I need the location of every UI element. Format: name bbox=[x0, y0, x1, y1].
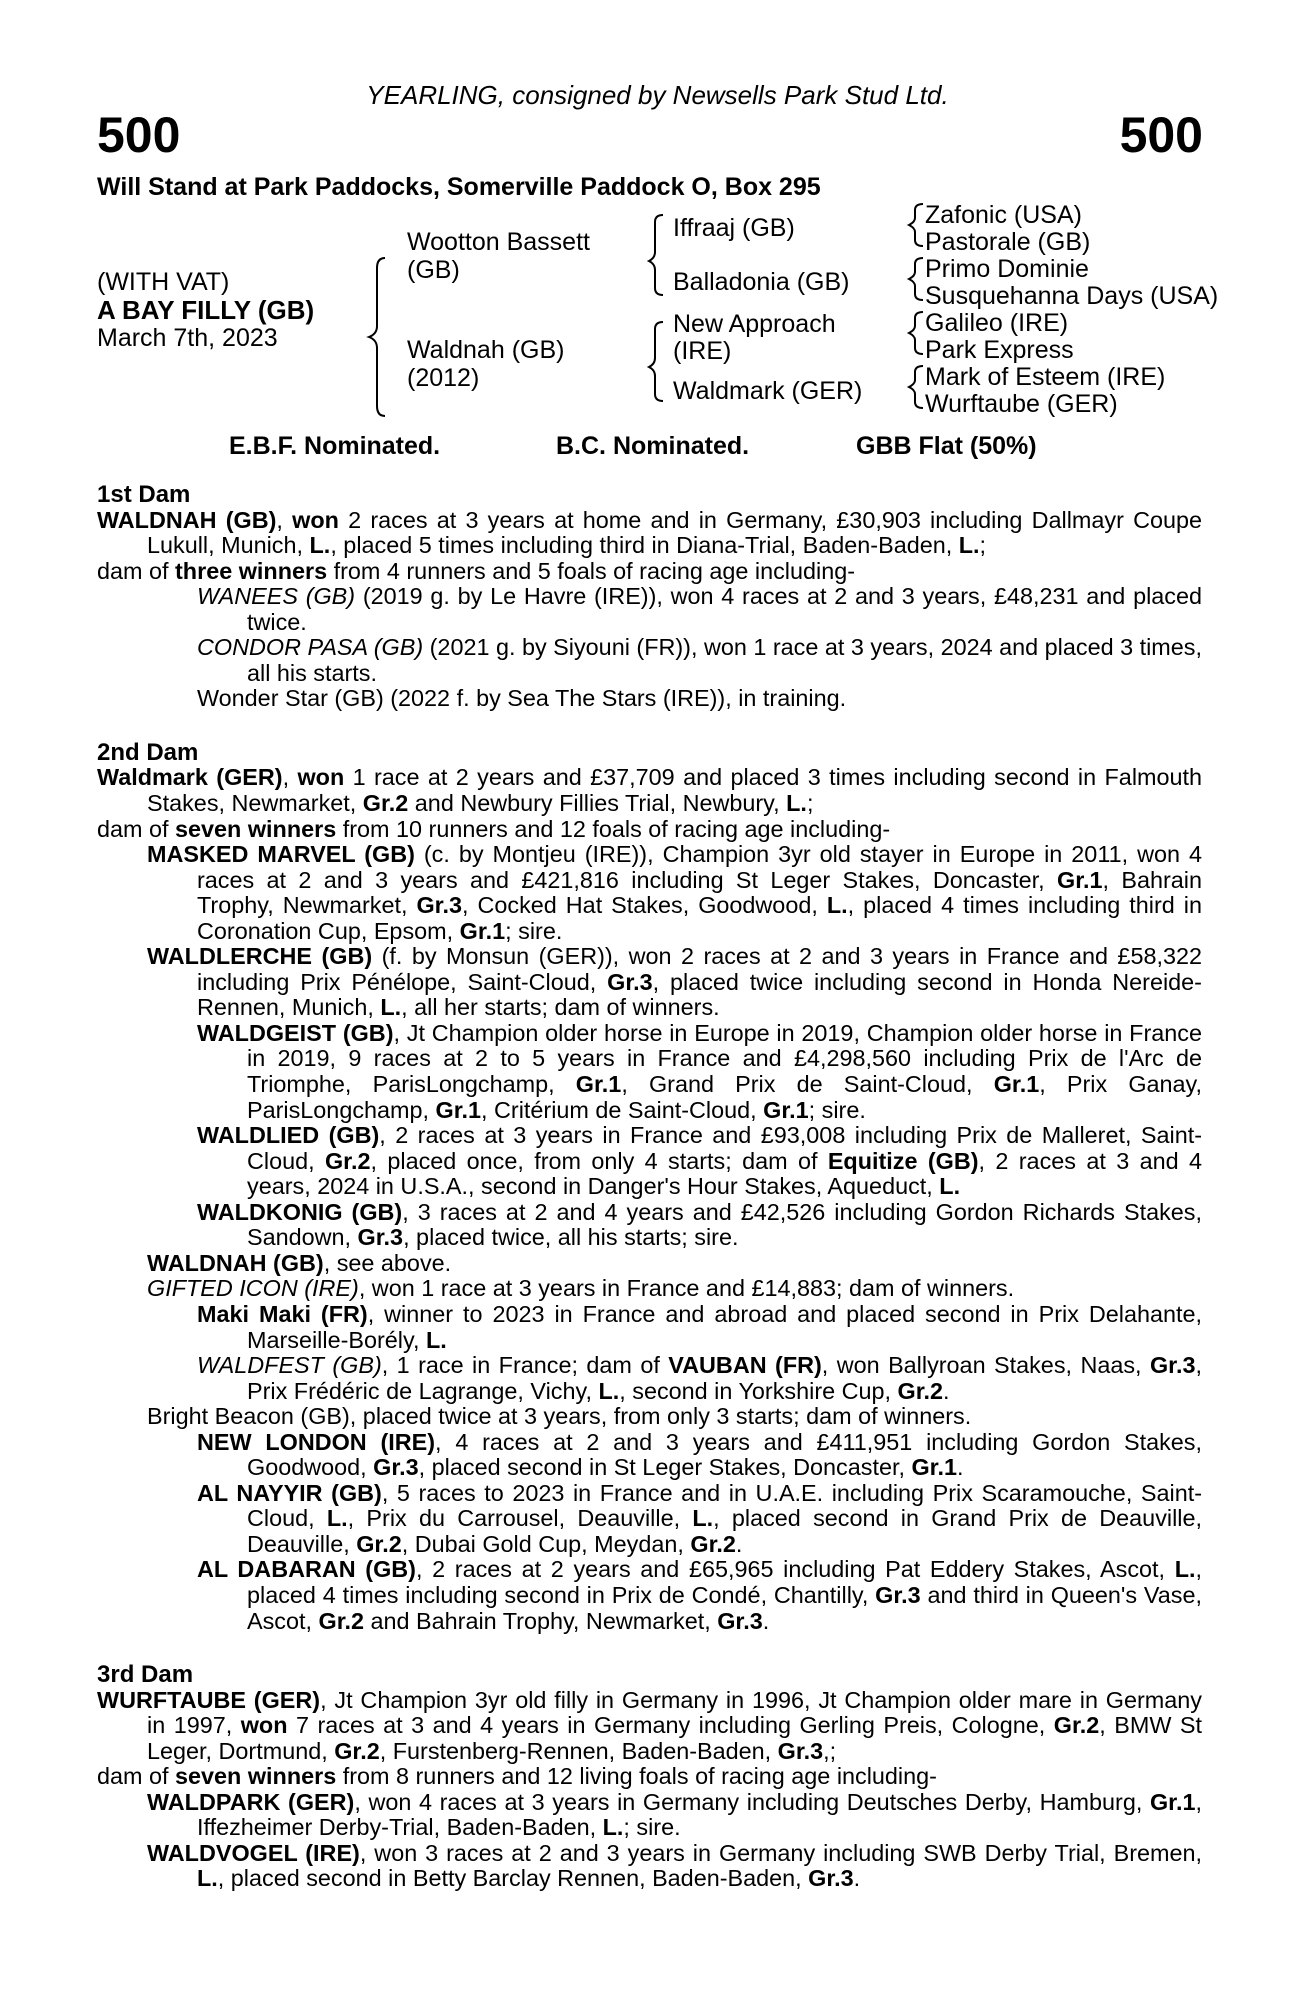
produce-al-dabaran: AL DABARAN (GB), 2 races at 2 years and £65,965 including Pat Eddery Stakes, Ascot, L., placed 4 times including second in Prix de Condé, Chantilly, Gr.3 and third in Queen's Vase, Ascot, Gr.2 and Bahrain Trophy, Newmarket, Gr.3. bbox=[197, 1556, 1202, 1634]
vat-note: (WITH VAT) bbox=[97, 268, 230, 296]
dss: Galileo (IRE) bbox=[925, 309, 1069, 337]
second-dam-produce: dam of seven winners from 10 runners and 12 foals of racing age including- bbox=[97, 815, 891, 842]
third-dam-heading: 3rd Dam bbox=[97, 1661, 194, 1689]
produce-al-nayyir: AL NAYYIR (GB), 5 races to 2023 in France and in U.A.E. including Prix Scaramouche, Saint-Cloud, L., Prix du Carrousel, Deauville, L., placed second in Grand Prix de Deauville, Deauville, Gr.2, Dubai Gold Cup, Meydan, Gr.2. bbox=[197, 1479, 1203, 1557]
second-dam-entry: Waldmark (GER), won 1 race at 2 years and £37,709 and placed 3 times including second in Falmouth Stakes, Newmarket, Gr.2 and Newbury Fillies Trial, Newbury, L.; bbox=[97, 764, 1203, 817]
produce-waldlerche: WALDLERCHE (GB) (f. by Monsun (GER)), won 2 races at 2 and 3 years in France and £58,322 including Prix Pénélope, Saint-Cloud, Gr.3, placed twice including second in Honda Nereide-Rennen, Munich, L., all her starts; dam of winners. bbox=[147, 943, 1202, 1021]
produce-waldpark: WALDPARK (GER), won 4 races at 3 years in Germany including Deutsches Derby, Hamburg, Gr.1, Iffezheimer Derby-Trial, Baden-Baden, L.; sire. bbox=[147, 1788, 1202, 1841]
lot-number-right: 500 bbox=[1119, 107, 1203, 163]
sds: Primo Dominie bbox=[925, 255, 1089, 283]
dam-sire: New Approach bbox=[673, 310, 836, 338]
dam-sire-country: (IRE) bbox=[673, 337, 732, 365]
produce-wanees: WANEES (GB) (2019 g. by Le Havre (IRE)), won 4 races at 2 and 3 years, £48,231 and placed twice. bbox=[197, 583, 1202, 635]
sire-name: Wootton Bassett bbox=[407, 228, 590, 256]
produce-maki-maki: Maki Maki (FR), winner to 2023 in France and abroad and placed second in Prix Delahante, Marseille-Borély, L. bbox=[197, 1300, 1202, 1353]
produce-condor-pasa: CONDOR PASA (GB) (2021 g. by Siyouni (FR)), won 1 race at 3 years, 2024 and placed 3 times, all his starts. bbox=[197, 634, 1202, 686]
first-dam-entry: WALDNAH (GB), won 2 races at 3 years at home and in Germany, £30,903 including Dallmayr Coupe Lukull, Munich, L., placed 5 times including third in Diana-Trial, Baden-Baden, L.; bbox=[97, 506, 1203, 559]
produce-waldkonig: WALDKONIG (GB), 3 races at 2 and 4 years and £42,526 including Gordon Richards Stakes, Sandown, Gr.3, placed twice, all his starts; sire. bbox=[197, 1198, 1202, 1251]
dam-name: Waldnah (GB) bbox=[407, 336, 565, 364]
produce-waldlied: WALDLIED (GB), 2 races at 3 years in France and £93,008 including Prix de Malleret, Saint-Cloud, Gr.2, placed once, from only 4 starts; dam of Equitize (GB), 2 races at 3 and 4 years, 2024 in U.S.A., second in Danger's Hour Stakes, Aqueduct, L. bbox=[197, 1122, 1202, 1200]
bc-nomination: B.C. Nominated. bbox=[556, 432, 750, 460]
dds: Mark of Esteem (IRE) bbox=[925, 363, 1166, 391]
produce-waldgeist: WALDGEIST (GB), Jt Champion older horse in Europe in 2019, Champion older horse in France in 2019, 9 races at 2 to 5 years in France and £4,298,560 including Prix de l'Arc de Triomphe, ParisLongchamp, Gr.1, Grand Prix de Saint-Cloud, Gr.1, Prix Ganay, ParisLongchamp, Gr.1, Critérium de Saint-Cloud, Gr.1; sire. bbox=[197, 1019, 1202, 1123]
sire-name-country: (GB) bbox=[407, 256, 460, 284]
dam-year: (2012) bbox=[407, 364, 480, 392]
produce-masked-marvel: MASKED MARVEL (GB) (c. by Montjeu (IRE)), Champion 3yr old stayer in Europe in 2011, won 4 races at 2 and 3 years and £421,816 including St Leger Stakes, Doncaster, Gr.1, Bahrain Trophy, Newmarket, Gr.3, Cocked Hat Stakes, Goodwood, L., placed 4 times including third in Coronation Cup, Epsom, Gr.1; sire. bbox=[147, 841, 1202, 944]
second-dam-heading: 2nd Dam bbox=[97, 738, 199, 766]
sdd: Susquehanna Days (USA) bbox=[925, 282, 1219, 310]
stand-location: Will Stand at Park Paddocks, Somerville Paddock O, Box 295 bbox=[97, 173, 821, 201]
third-dam-entry: WURFTAUBE (GER), Jt Champion 3yr old filly in Germany in 1996, Jt Champion older mare in Germany in 1997, won 7 races at 3 and 4 years in Germany including Gerling Preis, Cologne, Gr.2, BMW St Leger, Dortmund, Gr.2, Furstenberg-Rennen, Baden-Baden, Gr.3,; bbox=[97, 1686, 1203, 1764]
lot-number-left: 500 bbox=[97, 107, 181, 163]
third-dam-produce: dam of seven winners from 8 runners and 12 living foals of racing age including- bbox=[97, 1763, 937, 1790]
produce-gifted-icon: GIFTED ICON (IRE), won 1 race at 3 years in France and £14,883; dam of winners. bbox=[147, 1275, 1015, 1302]
dam-dam: Waldmark (GER) bbox=[673, 377, 863, 405]
gbb-flat: GBB Flat (50%) bbox=[856, 432, 1037, 460]
sire-sire: Iffraaj (GB) bbox=[673, 214, 795, 242]
produce-wonder-star: Wonder Star (GB) (2022 f. by Sea The Stars (IRE)), in training. bbox=[197, 685, 847, 712]
produce-bright-beacon: Bright Beacon (GB), placed twice at 3 years, from only 3 starts; dam of winners. bbox=[147, 1403, 972, 1430]
produce-new-london: NEW LONDON (IRE), 4 races at 2 and 3 years and £411,951 including Gordon Stakes, Goodwood, Gr.3, placed second in St Leger Stakes, Doncaster, Gr.1. bbox=[197, 1428, 1202, 1481]
ddd: Wurftaube (GER) bbox=[925, 390, 1118, 418]
sire-dam: Balladonia (GB) bbox=[673, 268, 850, 296]
ebf-nomination: E.B.F. Nominated. bbox=[229, 432, 441, 460]
produce-waldnah: WALDNAH (GB), see above. bbox=[147, 1249, 452, 1276]
produce-waldfest: WALDFEST (GB), 1 race in France; dam of VAUBAN (FR), won Ballyroan Stakes, Naas, Gr.3, Prix Frédéric de Lagrange, Vichy, L., second in Yorkshire Cup, Gr.2. bbox=[197, 1352, 1202, 1404]
consignment-line: YEARLING, consigned by Newsells Park Stud Ltd. bbox=[366, 80, 949, 110]
sss: Zafonic (USA) bbox=[925, 201, 1082, 229]
horse-name: A BAY FILLY (GB) bbox=[97, 295, 315, 325]
dsd: Park Express bbox=[925, 336, 1074, 364]
produce-waldvogel: WALDVOGEL (IRE), won 3 races at 2 and 3 years in Germany including SWB Derby Trial, Bremen, L., placed second in Betty Barclay Rennen, Baden-Baden, Gr.3. bbox=[147, 1839, 1202, 1892]
first-dam-heading: 1st Dam bbox=[97, 481, 191, 508]
ssd: Pastorale (GB) bbox=[925, 228, 1091, 256]
foaling-date: March 7th, 2023 bbox=[97, 324, 278, 352]
first-dam-produce: dam of three winners from 4 runners and 5 foals of racing age including- bbox=[97, 557, 855, 584]
catalogue-body bbox=[97, 482, 1202, 1892]
